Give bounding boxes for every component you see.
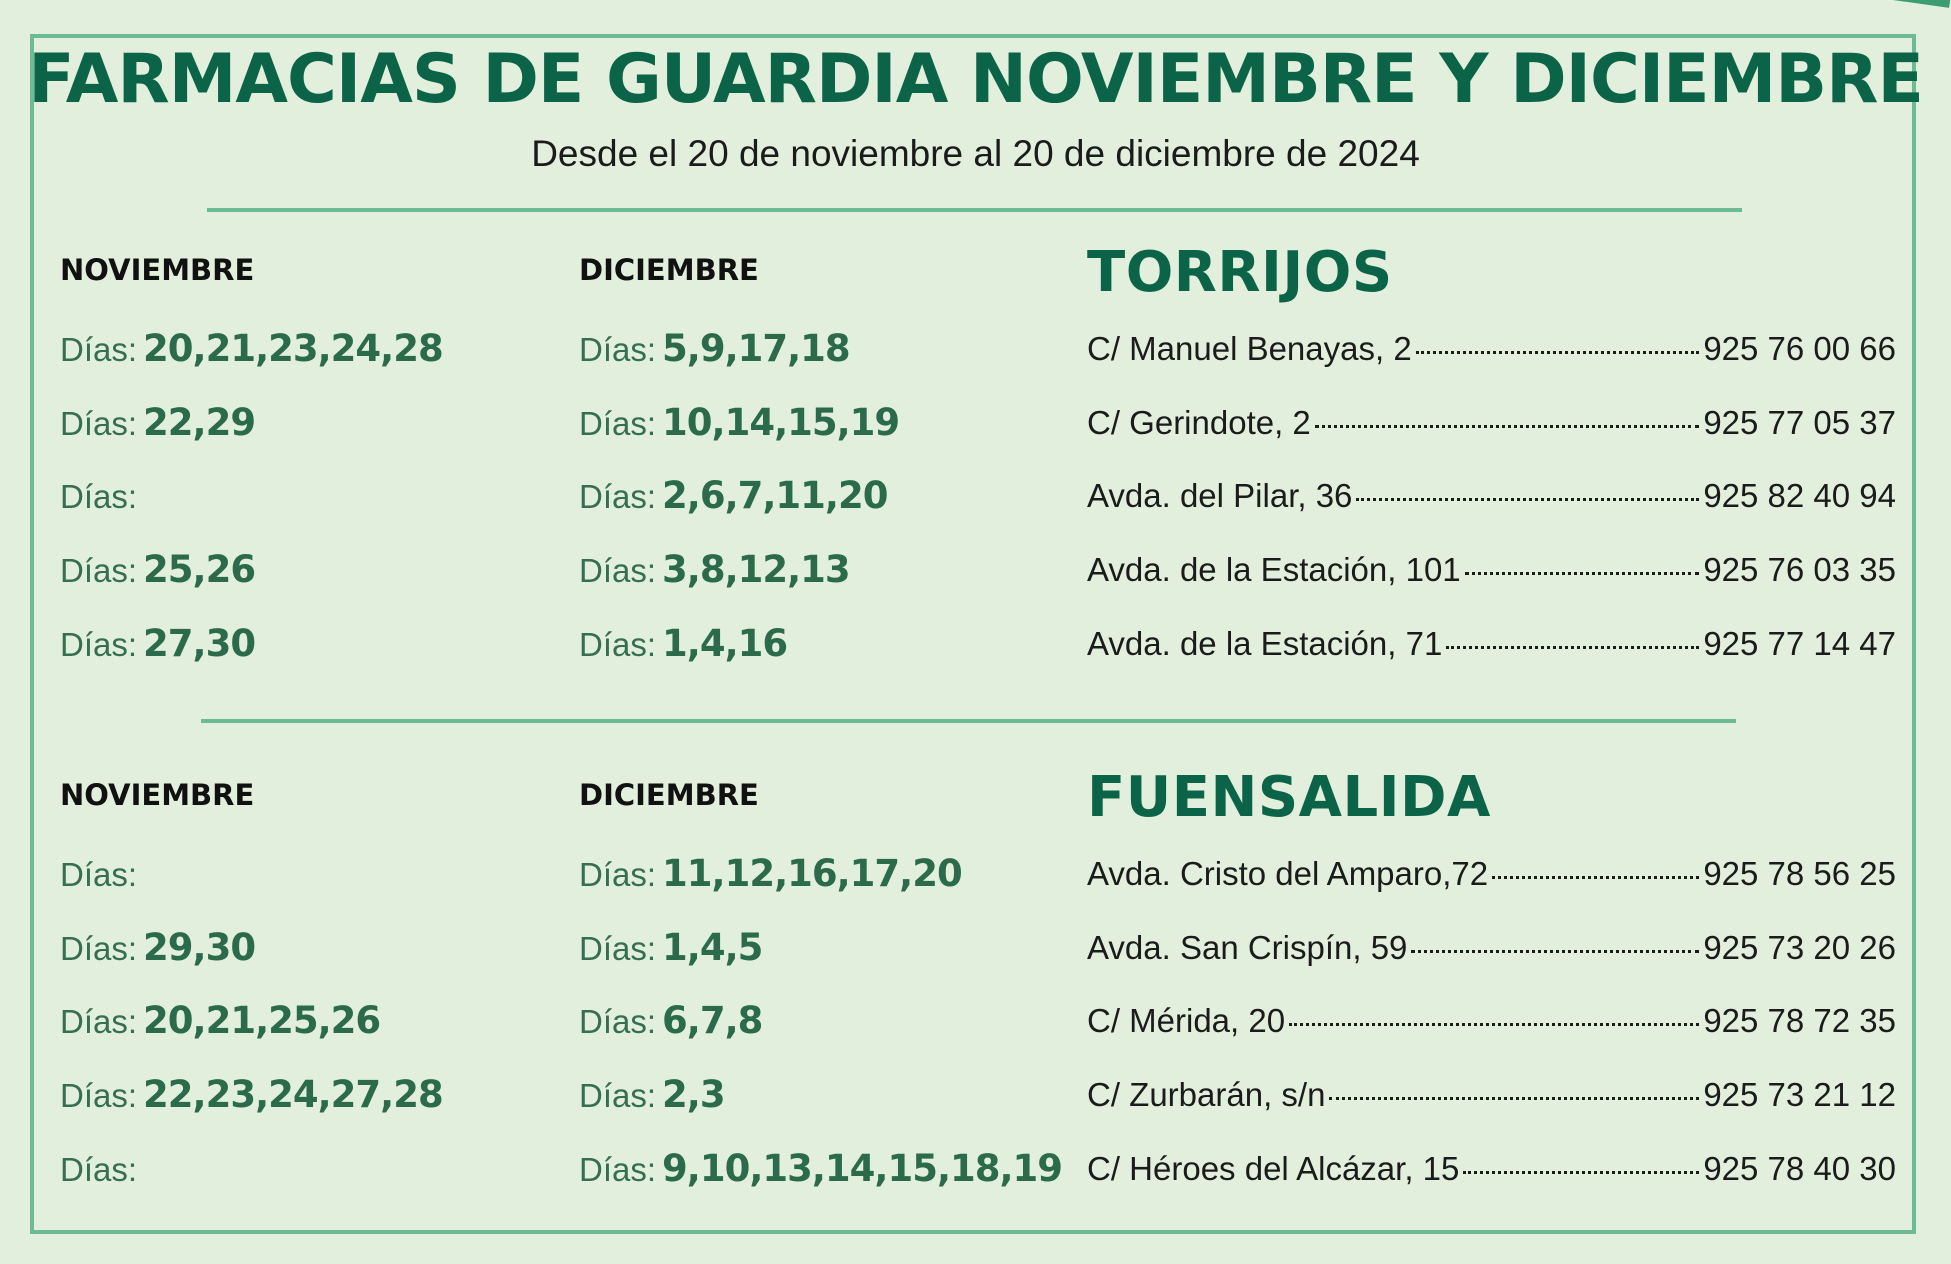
- pharmacy-row: [0, 1065, 1951, 1125]
- pharmacy-phone: 925 78 40 30: [1703, 1150, 1896, 1187]
- diciembre-days: [579, 918, 762, 985]
- pharmacy-row: [0, 319, 1951, 379]
- dias-label: Días:: [579, 856, 657, 893]
- column-header-noviembre: NOVIEMBRE: [60, 253, 255, 287]
- dot-leader: [1416, 351, 1700, 354]
- dias-label: Días:: [579, 405, 657, 442]
- noviembre-days-values: 20,21,25,26: [143, 999, 381, 1042]
- noviembre-days: [60, 991, 380, 1058]
- diciembre-days-values: 9,10,13,14,15,18,19: [662, 1147, 1063, 1190]
- dias-label: Días:: [60, 405, 138, 442]
- dias-label: Días:: [579, 478, 657, 515]
- diciembre-days-values: 2,3: [662, 1073, 725, 1116]
- column-header-diciembre: DICIEMBRE: [579, 778, 759, 812]
- diciembre-days-values: 5,9,17,18: [662, 327, 850, 370]
- noviembre-days: [60, 1139, 143, 1206]
- pharmacy-entry: [1087, 844, 1896, 904]
- pharmacy-address: C/ Mérida, 20: [1087, 1002, 1286, 1039]
- diciembre-days: [579, 319, 850, 386]
- dias-label: Días:: [60, 552, 138, 589]
- diciembre-days-values: 1,4,5: [662, 926, 763, 969]
- pharmacy-row: [0, 918, 1951, 978]
- dias-label: Días:: [60, 856, 138, 893]
- pharmacy-address: Avda. de la Estación, 71: [1087, 625, 1443, 662]
- diciembre-days-values: 2,6,7,11,20: [662, 474, 888, 517]
- dias-label: Días:: [579, 1151, 657, 1188]
- pharmacy-row: [0, 466, 1951, 526]
- diciembre-days: [579, 1139, 1062, 1206]
- dias-label: Días:: [60, 331, 138, 368]
- town-name: FUENSALIDA: [1087, 765, 1491, 830]
- pharmacy-phone: 925 78 72 35: [1703, 1002, 1896, 1039]
- diciembre-days: [579, 393, 899, 460]
- pharmacy-address: Avda. Cristo del Amparo,72: [1087, 855, 1489, 892]
- dias-label: Días:: [579, 930, 657, 967]
- noviembre-days: [60, 319, 443, 386]
- pharmacy-entry: [1087, 918, 1896, 978]
- dot-leader: [1329, 1097, 1699, 1100]
- noviembre-days-values: 22,23,24,27,28: [143, 1073, 443, 1116]
- pharmacy-entry: [1087, 393, 1896, 453]
- diciembre-days: [579, 1065, 725, 1132]
- dias-label: Días:: [579, 1003, 657, 1040]
- diciembre-days-values: 6,7,8: [662, 999, 763, 1042]
- pharmacy-address: Avda. San Crispín, 59: [1087, 929, 1408, 966]
- dias-label: Días:: [60, 930, 138, 967]
- diciembre-days-values: 3,8,12,13: [662, 548, 850, 591]
- pharmacy-entry: [1087, 1139, 1896, 1199]
- noviembre-days-values: 25,26: [143, 548, 256, 591]
- dias-label: Días:: [579, 331, 657, 368]
- pharmacy-address: C/ Héroes del Alcázar, 15: [1087, 1150, 1460, 1187]
- dias-label: Días:: [579, 1077, 657, 1114]
- pharmacy-row: [0, 844, 1951, 904]
- diciembre-days-values: 11,12,16,17,20: [662, 852, 962, 895]
- noviembre-days: [60, 393, 255, 460]
- dot-leader: [1289, 1023, 1699, 1026]
- pharmacy-phone: 925 73 21 12: [1703, 1076, 1896, 1113]
- town-name: TORRIJOS: [1087, 240, 1393, 305]
- dias-label: Días:: [60, 478, 138, 515]
- pharmacy-address: C/ Manuel Benayas, 2: [1087, 330, 1412, 367]
- pharmacy-address: Avda. de la Estación, 101: [1087, 551, 1461, 588]
- diciembre-days: [579, 991, 762, 1058]
- pharmacy-row: [0, 991, 1951, 1051]
- dias-label: Días:: [60, 1003, 138, 1040]
- pharmacy-address: C/ Gerindote, 2: [1087, 404, 1311, 441]
- page-title: FARMACIAS DE GUARDIA NOVIEMBRE Y DICIEMBRE: [28, 40, 1923, 119]
- noviembre-days-values: 22,29: [143, 401, 256, 444]
- diciembre-days-values: 1,4,16: [662, 622, 788, 665]
- diciembre-days: [579, 844, 962, 911]
- section-fuensalida: [0, 525, 1951, 1190]
- noviembre-days-values: 20,21,23,24,28: [143, 327, 443, 370]
- pharmacy-phone: 925 77 05 37: [1703, 404, 1896, 441]
- pharmacy-phone: 925 77 14 47: [1703, 625, 1896, 662]
- pharmacy-phone: 925 76 03 35: [1703, 551, 1896, 588]
- noviembre-days-values: 29,30: [143, 926, 256, 969]
- pharmacy-phone: 925 73 20 26: [1703, 929, 1896, 966]
- dias-label: Días:: [579, 552, 657, 589]
- dot-leader: [1315, 425, 1700, 428]
- dias-label: Días:: [579, 626, 657, 663]
- pharmacy-entry: [1087, 991, 1896, 1051]
- diciembre-days-values: 10,14,15,19: [662, 401, 900, 444]
- noviembre-days: [60, 844, 143, 911]
- pharmacy-phone: 925 78 56 25: [1703, 855, 1896, 892]
- noviembre-days: [60, 1065, 443, 1132]
- noviembre-days-values: 27,30: [143, 622, 256, 665]
- dot-leader: [1492, 876, 1699, 879]
- dot-leader: [1411, 950, 1699, 953]
- noviembre-days: [60, 918, 255, 985]
- dot-leader: [1356, 498, 1699, 501]
- pharmacy-entry: [1087, 1065, 1896, 1125]
- dias-label: Días:: [60, 1151, 138, 1188]
- pharmacy-row: [0, 393, 1951, 453]
- noviembre-days: [60, 466, 143, 533]
- pharmacy-address: C/ Zurbarán, s/n: [1087, 1076, 1326, 1113]
- dias-label: Días:: [60, 626, 138, 663]
- pharmacy-row: [0, 1139, 1951, 1199]
- page-subtitle: Desde el 20 de noviembre al 20 de diciembre de 2024: [531, 133, 1420, 174]
- column-header-diciembre: DICIEMBRE: [579, 253, 759, 287]
- dot-leader: [1463, 1171, 1699, 1174]
- diciembre-days: [579, 466, 887, 533]
- pharmacy-entry: [1087, 319, 1896, 379]
- pharmacy-phone: 925 76 00 66: [1703, 330, 1896, 367]
- dias-label: Días:: [60, 1077, 138, 1114]
- pharmacy-phone: 925 82 40 94: [1703, 477, 1896, 514]
- column-header-noviembre: NOVIEMBRE: [60, 778, 255, 812]
- pharmacy-address: Avda. del Pilar, 36: [1087, 477, 1353, 514]
- pharmacy-entry: [1087, 466, 1896, 526]
